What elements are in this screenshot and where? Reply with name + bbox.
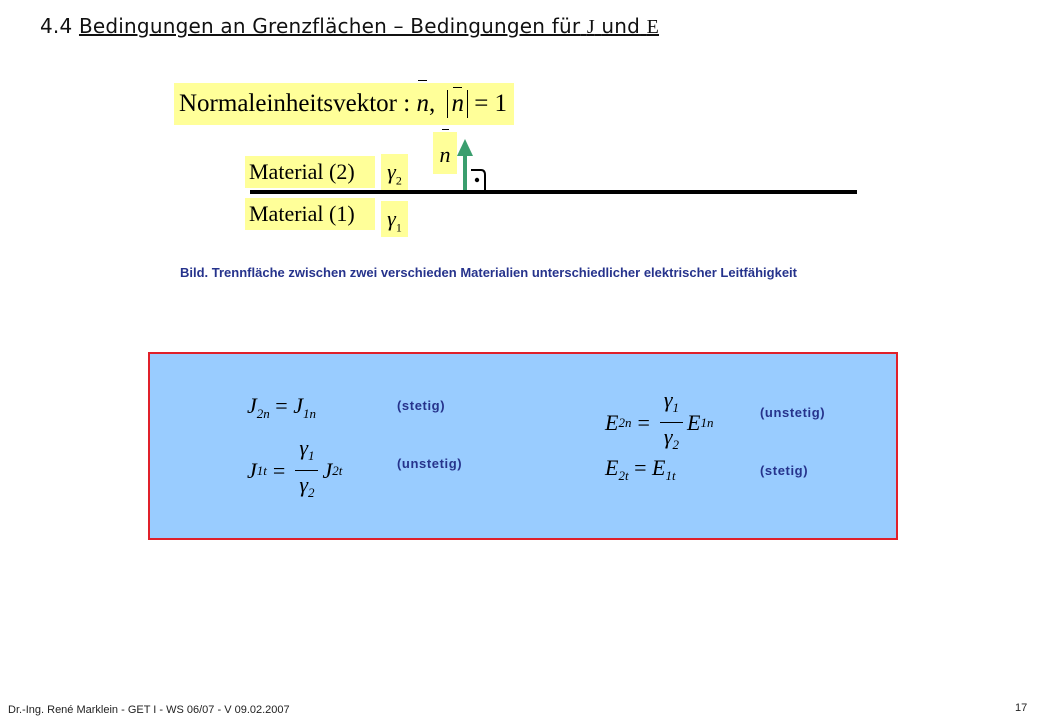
title-und: und [601, 14, 641, 38]
title-j: J [586, 16, 595, 38]
material-1-label: Material (1) [245, 198, 375, 230]
gamma-1-symbol: γ [387, 206, 396, 231]
vector-n-symbol: n [440, 132, 451, 178]
normal-vector-definition: Normaleinheitsvektor : n, n = 1 [174, 83, 514, 125]
normal-vector-label: Normaleinheitsvektor : [179, 90, 411, 117]
footer-author: Dr.-Ing. René Marklein - GET I - WS 06/07 - V 09.02.2007 [8, 704, 290, 716]
gamma-2-sub: 2 [395, 173, 402, 188]
label-j-normal: (stetig) [397, 398, 446, 413]
eq-j1n-symbol: J [293, 393, 303, 418]
eq-j2t-sub: 2t [332, 462, 343, 478]
eq-e2t-sub: 2t [618, 468, 629, 483]
eq-gamma1: γ [299, 435, 308, 460]
eq-e1t-sub: 1t [665, 468, 676, 483]
eq-equals: = [634, 455, 647, 480]
eq-e-tangential [605, 455, 676, 484]
eq-e2t-symbol: E [605, 455, 619, 480]
eq-gamma1-sub: 1 [672, 400, 680, 415]
eq-e1n-sub: 1n [700, 414, 714, 430]
eq-gamma2: γ [299, 472, 308, 497]
eq-equals: = [275, 393, 288, 418]
eq-gamma2-sub: 2 [672, 437, 680, 452]
gamma-1-sub: 1 [395, 220, 402, 235]
eq-equals: = [637, 409, 650, 435]
title-main: Bedingungen an Grenzflächen – Bedingungen für [78, 14, 581, 38]
eq-gamma2: γ [663, 424, 673, 449]
eq-j1t-symbol: J [247, 457, 257, 483]
figure-caption: Bild. Trennfläche zwischen zwei verschieden Materialien unterschiedlicher elektrischer Leitfähigkeit [180, 265, 797, 280]
eq-e-normal [605, 388, 714, 457]
eq-gamma-ratio [295, 436, 318, 505]
eq-equals: = [272, 457, 286, 483]
eq-j-tangential [247, 436, 342, 505]
eq-j1n-sub: 1n [302, 406, 316, 421]
label-e-normal: (unstetig) [760, 405, 826, 420]
label-e-tangential: (stetig) [760, 463, 809, 478]
eq-j1t-sub: 1t [256, 462, 267, 478]
eq-gamma1-sub: 1 [307, 448, 315, 463]
eq-j2t-symbol: J [322, 457, 333, 483]
material-2-label: Material (2) [245, 156, 375, 188]
eq-gamma-ratio [660, 388, 683, 457]
eq-j-normal [247, 393, 316, 422]
eq-e1t-symbol: E [652, 455, 666, 480]
normal-n-abs: n [451, 90, 464, 117]
title-e: E [646, 16, 660, 38]
page-number: 17 [1015, 702, 1028, 714]
eq-gamma1: γ [663, 387, 673, 412]
eq-e2n-symbol: E [605, 409, 619, 435]
eq-j2n-symbol: J [247, 393, 257, 418]
normal-eq: = 1 [474, 90, 508, 117]
eq-e1n-symbol: E [687, 409, 701, 435]
section-number: 4.4 [40, 14, 73, 38]
right-angle-dot [475, 178, 479, 182]
gamma-2-symbol: γ [387, 159, 396, 184]
interface-figure [0, 0, 1040, 300]
normal-n-symbol: n [416, 83, 429, 125]
eq-e2n-sub: 2n [618, 414, 632, 430]
normal-arrow-head [457, 139, 473, 156]
eq-gamma2-sub: 2 [307, 485, 315, 500]
label-j-tangential: (unstetig) [397, 456, 463, 471]
eq-j2n-sub: 2n [256, 406, 270, 421]
